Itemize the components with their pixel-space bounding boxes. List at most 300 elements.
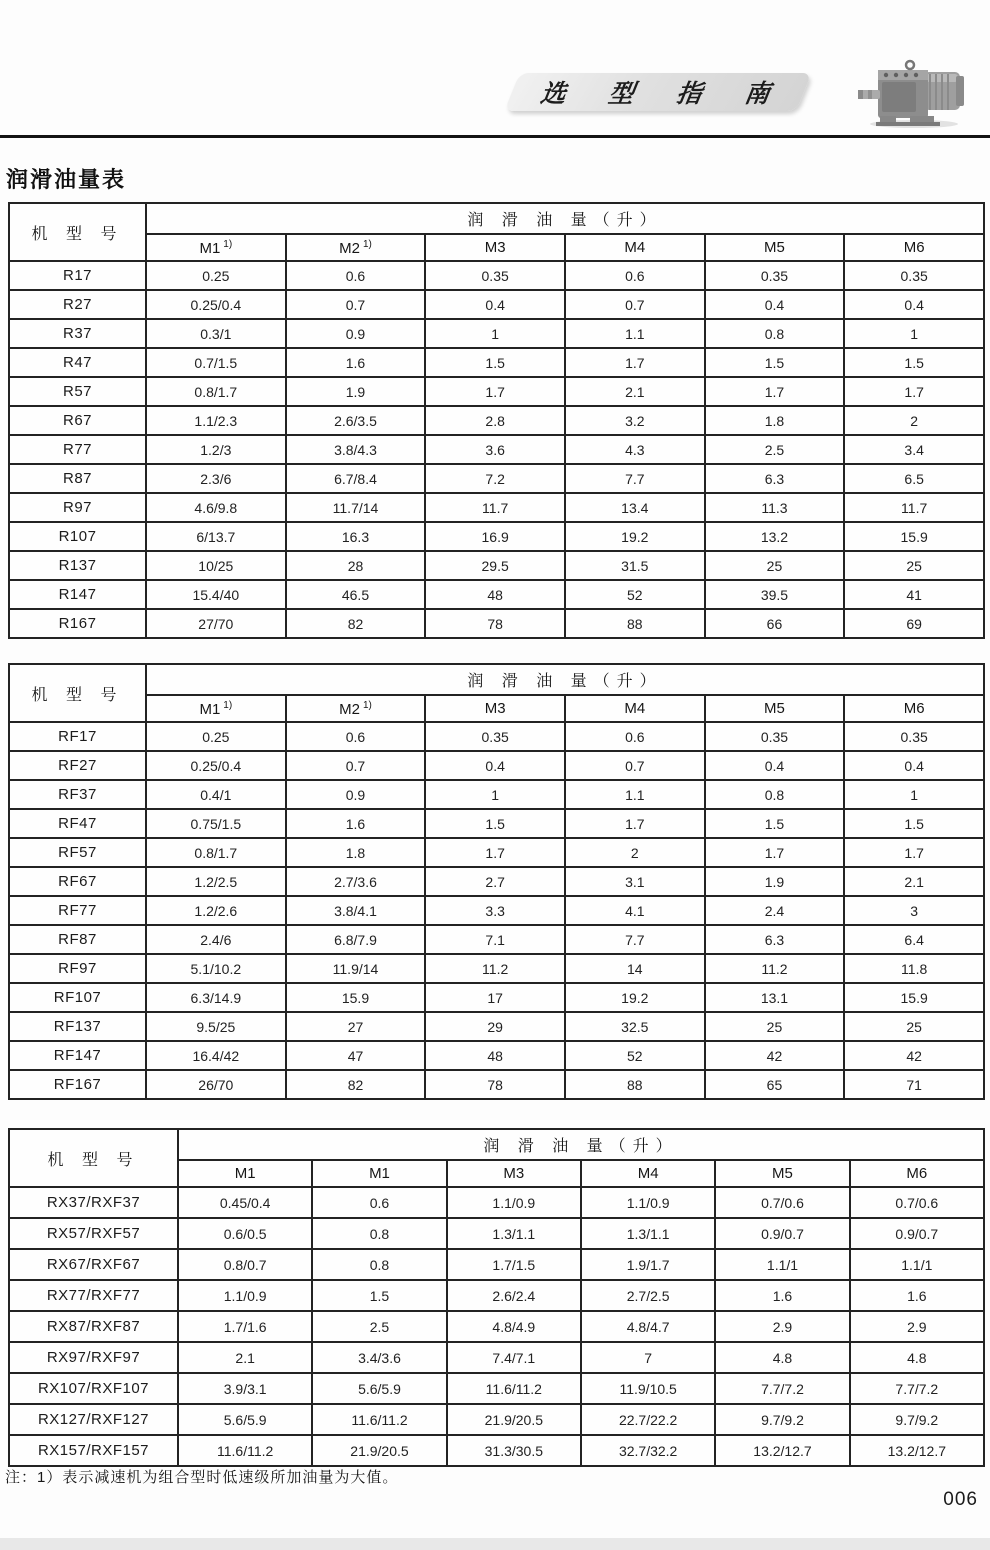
value-cell: 1.3/1.1 [447, 1218, 581, 1249]
value-cell: 27/70 [146, 609, 286, 638]
model-cell: RX37/RXF37 [9, 1187, 178, 1218]
column-header: M3 [425, 695, 565, 722]
value-cell: 15.9 [844, 983, 984, 1012]
value-cell: 1.8 [286, 838, 426, 867]
value-cell: 2.5 [312, 1311, 446, 1342]
value-cell: 5.6/5.9 [178, 1404, 312, 1435]
model-cell: R97 [9, 493, 146, 522]
value-cell: 2.7/2.5 [581, 1280, 715, 1311]
value-cell: 25 [844, 1012, 984, 1041]
value-cell: 1.9 [705, 867, 845, 896]
oil-quantity-group-header: 润 滑 油 量（升） [146, 664, 984, 695]
value-cell: 4.6/9.8 [146, 493, 286, 522]
value-cell: 28 [286, 551, 426, 580]
value-cell: 1.6 [286, 348, 426, 377]
value-cell: 3.6 [425, 435, 565, 464]
value-cell: 4.8/4.9 [447, 1311, 581, 1342]
value-cell: 6.5 [844, 464, 984, 493]
value-cell: 21.9/20.5 [447, 1404, 581, 1435]
oil-table-rf-series [8, 663, 985, 1100]
value-cell: 11.3 [705, 493, 845, 522]
table-row [9, 493, 984, 522]
value-cell: 0.7 [565, 751, 705, 780]
value-cell: 29.5 [425, 551, 565, 580]
value-cell: 1.1/0.9 [447, 1187, 581, 1218]
value-cell: 9.7/9.2 [850, 1404, 984, 1435]
table-row [9, 1435, 984, 1466]
value-cell: 1.9/1.7 [581, 1249, 715, 1280]
value-cell: 39.5 [705, 580, 845, 609]
value-cell: 1 [425, 780, 565, 809]
value-cell: 1.5 [425, 348, 565, 377]
value-cell: 9.5/25 [146, 1012, 286, 1041]
value-cell: 7.7/7.2 [850, 1373, 984, 1404]
value-cell: 11.9/14 [286, 954, 426, 983]
value-cell: 16.3 [286, 522, 426, 551]
footnote-marker: 1) [362, 699, 372, 711]
table-row [9, 377, 984, 406]
oil-table-rf-series-grid [8, 663, 985, 1100]
model-cell: RF67 [9, 867, 146, 896]
model-column-header: 机 型 号 [9, 664, 146, 722]
value-cell: 5.6/5.9 [312, 1373, 446, 1404]
table-row [9, 896, 984, 925]
value-cell: 4.1 [565, 896, 705, 925]
table-row [9, 925, 984, 954]
value-cell: 0.8/0.7 [178, 1249, 312, 1280]
value-cell: 1.5 [705, 348, 845, 377]
value-cell: 15.9 [844, 522, 984, 551]
value-cell: 0.7 [286, 751, 426, 780]
value-cell: 0.9 [286, 319, 426, 348]
value-cell: 7.2 [425, 464, 565, 493]
value-cell: 0.6 [286, 722, 426, 751]
value-cell: 1.6 [850, 1280, 984, 1311]
value-cell: 13.2/12.7 [850, 1435, 984, 1466]
value-cell: 19.2 [565, 522, 705, 551]
value-cell: 3 [844, 896, 984, 925]
value-cell: 1 [425, 319, 565, 348]
column-header: M1 $^{1)}$ [146, 695, 286, 722]
value-cell: 48 [425, 580, 565, 609]
footnote-marker: 1) [223, 699, 233, 711]
model-cell: RF17 [9, 722, 146, 751]
value-cell: 71 [844, 1070, 984, 1099]
value-cell: 2.4 [705, 896, 845, 925]
model-cell: R167 [9, 609, 146, 638]
table-row [9, 1373, 984, 1404]
value-cell: 21.9/20.5 [312, 1435, 446, 1466]
value-cell: 2.7 [425, 867, 565, 896]
value-cell: 6.3 [705, 464, 845, 493]
value-cell: 41 [844, 580, 984, 609]
value-cell: 2.3/6 [146, 464, 286, 493]
value-cell: 0.7/0.6 [715, 1187, 849, 1218]
table-row [9, 580, 984, 609]
value-cell: 1.1/2.3 [146, 406, 286, 435]
value-cell: 1.1/1 [850, 1249, 984, 1280]
value-cell: 0.3/1 [146, 319, 286, 348]
table-row [9, 1187, 984, 1218]
value-cell: 2.9 [715, 1311, 849, 1342]
value-cell: 66 [705, 609, 845, 638]
value-cell: 4.8 [850, 1342, 984, 1373]
value-cell: 27 [286, 1012, 426, 1041]
value-cell: 78 [425, 609, 565, 638]
value-cell: 0.7 [565, 290, 705, 319]
table-row [9, 319, 984, 348]
value-cell: 31.5 [565, 551, 705, 580]
value-cell: 1.7/1.5 [447, 1249, 581, 1280]
value-cell: 2.6/2.4 [447, 1280, 581, 1311]
value-cell: 0.6 [565, 722, 705, 751]
model-column-header: 机 型 号 [9, 203, 146, 261]
value-cell: 0.6 [286, 261, 426, 290]
value-cell: 1 [844, 780, 984, 809]
value-cell: 1.5 [844, 348, 984, 377]
value-cell: 0.4/1 [146, 780, 286, 809]
value-cell: 4.3 [565, 435, 705, 464]
gear-motor-image [852, 56, 970, 132]
value-cell: 0.7 [286, 290, 426, 319]
value-cell: 4.8/4.7 [581, 1311, 715, 1342]
value-cell: 11.7 [844, 493, 984, 522]
value-cell: 1.5 [312, 1280, 446, 1311]
value-cell: 0.25/0.4 [146, 751, 286, 780]
value-cell: 1.7 [425, 377, 565, 406]
column-header: M6 [844, 695, 984, 722]
value-cell: 42 [705, 1041, 845, 1070]
model-cell: R47 [9, 348, 146, 377]
value-cell: 7 [581, 1342, 715, 1373]
column-header: M5 [715, 1160, 849, 1187]
value-cell: 11.6/11.2 [312, 1404, 446, 1435]
column-header: M3 [447, 1160, 581, 1187]
value-cell: 0.4 [705, 290, 845, 319]
table-row [9, 809, 984, 838]
model-cell: RX67/RXF67 [9, 1249, 178, 1280]
value-cell: 6.3 [705, 925, 845, 954]
model-cell: RF107 [9, 983, 146, 1012]
value-cell: 0.25/0.4 [146, 290, 286, 319]
table-row [9, 348, 984, 377]
model-cell: RF47 [9, 809, 146, 838]
value-cell: 0.9/0.7 [850, 1218, 984, 1249]
model-cell: RF57 [9, 838, 146, 867]
table-row [9, 1342, 984, 1373]
model-cell: RX127/RXF127 [9, 1404, 178, 1435]
value-cell: 1.1 [565, 780, 705, 809]
model-cell: R17 [9, 261, 146, 290]
value-cell: 0.6 [312, 1187, 446, 1218]
value-cell: 1.7/1.6 [178, 1311, 312, 1342]
value-cell: 31.3/30.5 [447, 1435, 581, 1466]
value-cell: 0.6 [565, 261, 705, 290]
table-row [9, 780, 984, 809]
value-cell: 3.2 [565, 406, 705, 435]
value-cell: 2.1 [178, 1342, 312, 1373]
value-cell: 2 [565, 838, 705, 867]
table-row [9, 522, 984, 551]
column-header: M2 $^{1)}$ [286, 234, 426, 261]
table-row [9, 1070, 984, 1099]
value-cell: 11.6/11.2 [178, 1435, 312, 1466]
value-cell: 7.7 [565, 464, 705, 493]
value-cell: 16.4/42 [146, 1041, 286, 1070]
table-row [9, 1012, 984, 1041]
table-row [9, 261, 984, 290]
value-cell: 6.8/7.9 [286, 925, 426, 954]
column-header: M4 [565, 695, 705, 722]
value-cell: 1.5 [705, 809, 845, 838]
value-cell: 7.7/7.2 [715, 1373, 849, 1404]
value-cell: 3.3 [425, 896, 565, 925]
model-cell: R67 [9, 406, 146, 435]
value-cell: 0.4 [844, 751, 984, 780]
value-cell: 2.9 [850, 1311, 984, 1342]
value-cell: 1.1/0.9 [178, 1280, 312, 1311]
bottom-strip [0, 1538, 990, 1550]
value-cell: 7.7 [565, 925, 705, 954]
column-header: M1 [312, 1160, 446, 1187]
value-cell: 0.8 [312, 1249, 446, 1280]
value-cell: 3.8/4.3 [286, 435, 426, 464]
value-cell: 2.1 [565, 377, 705, 406]
value-cell: 1.2/2.5 [146, 867, 286, 896]
table-row [9, 722, 984, 751]
value-cell: 6/13.7 [146, 522, 286, 551]
value-cell: 17 [425, 983, 565, 1012]
value-cell: 1.3/1.1 [581, 1218, 715, 1249]
value-cell: 47 [286, 1041, 426, 1070]
section-banner [504, 73, 811, 111]
model-cell: RF77 [9, 896, 146, 925]
value-cell: 1.1/1 [715, 1249, 849, 1280]
value-cell: 1.7 [705, 377, 845, 406]
value-cell: 0.8 [705, 319, 845, 348]
value-cell: 1.8 [705, 406, 845, 435]
oil-quantity-group-header: 润 滑 油 量（升） [146, 203, 984, 234]
model-cell: R137 [9, 551, 146, 580]
table-row [9, 464, 984, 493]
value-cell: 25 [844, 551, 984, 580]
model-cell: RX107/RXF107 [9, 1373, 178, 1404]
value-cell: 19.2 [565, 983, 705, 1012]
value-cell: 0.8 [312, 1218, 446, 1249]
value-cell: 1.1/0.9 [581, 1187, 715, 1218]
value-cell: 0.35 [425, 722, 565, 751]
value-cell: 65 [705, 1070, 845, 1099]
value-cell: 0.35 [425, 261, 565, 290]
column-header: M1 $^{1)}$ [146, 234, 286, 261]
value-cell: 11.2 [425, 954, 565, 983]
value-cell: 0.35 [705, 261, 845, 290]
value-cell: 11.6/11.2 [447, 1373, 581, 1404]
oil-table-r-series [8, 202, 985, 639]
value-cell: 1.2/2.6 [146, 896, 286, 925]
value-cell: 6.7/8.4 [286, 464, 426, 493]
value-cell: 2.1 [844, 867, 984, 896]
value-cell: 1.9 [286, 377, 426, 406]
column-header: M3 [425, 234, 565, 261]
value-cell: 15.9 [286, 983, 426, 1012]
value-cell: 14 [565, 954, 705, 983]
model-cell: RX157/RXF157 [9, 1435, 178, 1466]
value-cell: 0.7/1.5 [146, 348, 286, 377]
value-cell: 2.6/3.5 [286, 406, 426, 435]
model-cell: RF87 [9, 925, 146, 954]
value-cell: 52 [565, 580, 705, 609]
model-cell: RX97/RXF97 [9, 1342, 178, 1373]
model-cell: R147 [9, 580, 146, 609]
column-header: M2 $^{1)}$ [286, 695, 426, 722]
value-cell: 0.35 [844, 722, 984, 751]
value-cell: 0.8/1.7 [146, 838, 286, 867]
table-row [9, 406, 984, 435]
value-cell: 3.4/3.6 [312, 1342, 446, 1373]
value-cell: 82 [286, 609, 426, 638]
value-cell: 0.25 [146, 261, 286, 290]
value-cell: 0.9/0.7 [715, 1218, 849, 1249]
table-row [9, 1280, 984, 1311]
value-cell: 82 [286, 1070, 426, 1099]
value-cell: 52 [565, 1041, 705, 1070]
value-cell: 1.2/3 [146, 435, 286, 464]
value-cell: 11.8 [844, 954, 984, 983]
model-cell: RF27 [9, 751, 146, 780]
table-row [9, 954, 984, 983]
value-cell: 0.4 [425, 290, 565, 319]
model-cell: RF147 [9, 1041, 146, 1070]
value-cell: 0.4 [705, 751, 845, 780]
table-row [9, 1311, 984, 1342]
table-row [9, 551, 984, 580]
value-cell: 0.8/1.7 [146, 377, 286, 406]
table-row [9, 751, 984, 780]
model-cell: R77 [9, 435, 146, 464]
value-cell: 88 [565, 1070, 705, 1099]
value-cell: 46.5 [286, 580, 426, 609]
value-cell: 1.6 [286, 809, 426, 838]
value-cell: 2.8 [425, 406, 565, 435]
value-cell: 69 [844, 609, 984, 638]
value-cell: 0.75/1.5 [146, 809, 286, 838]
oil-table-rx-series-grid [8, 1128, 985, 1467]
oil-quantity-group-header: 润 滑 油 量（升） [178, 1129, 984, 1160]
model-column-header: 机 型 号 [9, 1129, 178, 1187]
value-cell: 1 [844, 319, 984, 348]
footnote-marker: 1) [223, 238, 233, 250]
value-cell: 13.4 [565, 493, 705, 522]
value-cell: 10/25 [146, 551, 286, 580]
model-cell: R107 [9, 522, 146, 551]
model-cell: RX87/RXF87 [9, 1311, 178, 1342]
footnote: 注：1）表示减速机为组合型时低速级所加油量为大值。 [5, 1469, 399, 1486]
value-cell: 3.8/4.1 [286, 896, 426, 925]
model-cell: RX57/RXF57 [9, 1218, 178, 1249]
value-cell: 2.5 [705, 435, 845, 464]
column-header: M1 [178, 1160, 312, 1187]
banner-title: 选 型 指 南 [537, 80, 796, 108]
value-cell: 25 [705, 1012, 845, 1041]
model-cell: R27 [9, 290, 146, 319]
value-cell: 32.5 [565, 1012, 705, 1041]
value-cell: 88 [565, 609, 705, 638]
value-cell: 1.7 [425, 838, 565, 867]
value-cell: 0.7/0.6 [850, 1187, 984, 1218]
value-cell: 11.7/14 [286, 493, 426, 522]
value-cell: 0.9 [286, 780, 426, 809]
value-cell: 11.2 [705, 954, 845, 983]
value-cell: 0.45/0.4 [178, 1187, 312, 1218]
value-cell: 13.2/12.7 [715, 1435, 849, 1466]
value-cell: 13.1 [705, 983, 845, 1012]
value-cell: 0.4 [844, 290, 984, 319]
value-cell: 0.8 [705, 780, 845, 809]
model-cell: RF97 [9, 954, 146, 983]
value-cell: 0.25 [146, 722, 286, 751]
column-header: M5 [705, 234, 845, 261]
table-row [9, 838, 984, 867]
value-cell: 7.1 [425, 925, 565, 954]
value-cell: 15.4/40 [146, 580, 286, 609]
table-row [9, 1218, 984, 1249]
value-cell: 0.4 [425, 751, 565, 780]
value-cell: 42 [844, 1041, 984, 1070]
oil-table-rx-series [8, 1128, 985, 1467]
model-cell: RX77/RXF77 [9, 1280, 178, 1311]
value-cell: 6.4 [844, 925, 984, 954]
column-header: M5 [705, 695, 845, 722]
model-cell: R37 [9, 319, 146, 348]
table-row [9, 1404, 984, 1435]
model-cell: RF167 [9, 1070, 146, 1099]
model-cell: R87 [9, 464, 146, 493]
value-cell: 48 [425, 1041, 565, 1070]
value-cell: 7.4/7.1 [447, 1342, 581, 1373]
value-cell: 22.7/22.2 [581, 1404, 715, 1435]
table-row [9, 983, 984, 1012]
table-row [9, 867, 984, 896]
value-cell: 4.8 [715, 1342, 849, 1373]
model-cell: RF137 [9, 1012, 146, 1041]
page-number: 006 [943, 1489, 978, 1510]
column-header: M4 [565, 234, 705, 261]
value-cell: 25 [705, 551, 845, 580]
value-cell: 32.7/32.2 [581, 1435, 715, 1466]
value-cell: 5.1/10.2 [146, 954, 286, 983]
value-cell: 11.9/10.5 [581, 1373, 715, 1404]
value-cell: 11.7 [425, 493, 565, 522]
table-row [9, 609, 984, 638]
value-cell: 16.9 [425, 522, 565, 551]
value-cell: 0.35 [844, 261, 984, 290]
value-cell: 1.6 [715, 1280, 849, 1311]
value-cell: 0.35 [705, 722, 845, 751]
value-cell: 1.7 [844, 838, 984, 867]
table-row [9, 290, 984, 319]
value-cell: 3.4 [844, 435, 984, 464]
value-cell: 1.1 [565, 319, 705, 348]
value-cell: 1.7 [565, 809, 705, 838]
column-header: M6 [850, 1160, 984, 1187]
value-cell: 3.1 [565, 867, 705, 896]
header-divider [0, 135, 990, 138]
value-cell: 2 [844, 406, 984, 435]
value-cell: 1.7 [844, 377, 984, 406]
page-title: 润滑油量表 [6, 167, 127, 192]
oil-table-r-series-grid [8, 202, 985, 639]
